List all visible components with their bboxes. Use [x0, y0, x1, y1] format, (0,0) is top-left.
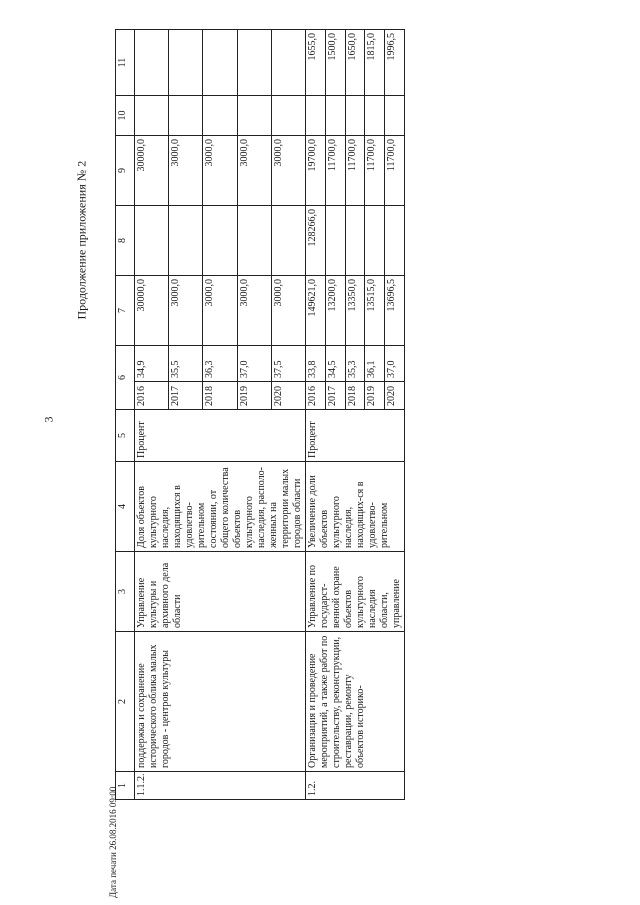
other-value	[203, 30, 237, 96]
header-cell: 11	[116, 30, 135, 96]
federal-value	[345, 206, 365, 276]
total-value: 3000,0	[237, 276, 271, 346]
indicator-value: 36,1	[365, 346, 385, 382]
federal-value	[135, 206, 169, 276]
table-row	[306, 30, 326, 800]
indicator-value: 34,5	[325, 346, 345, 382]
program-table	[115, 30, 585, 800]
page-number: 3	[41, 416, 56, 423]
indicator-value: 36,3	[203, 346, 237, 382]
local-value	[203, 96, 237, 136]
year: 2016	[135, 382, 169, 410]
total-value: 13515,0	[365, 276, 385, 346]
other-value	[237, 30, 271, 96]
header-cell: 7	[116, 276, 135, 346]
header-cell: 9	[116, 136, 135, 206]
federal-value	[385, 206, 405, 276]
total-value: 30000,0	[135, 276, 169, 346]
year: 2020	[385, 382, 405, 410]
regional-value: 11700,0	[365, 136, 385, 206]
regional-value: 3000,0	[237, 136, 271, 206]
total-value: 13696,5	[385, 276, 405, 346]
indicator-value: 34,9	[135, 346, 169, 382]
total-value: 3000,0	[203, 276, 237, 346]
year: 2019	[237, 382, 271, 410]
header-cell: 8	[116, 206, 135, 276]
table-header-row	[116, 30, 135, 800]
local-value	[169, 96, 203, 136]
year: 2017	[169, 382, 203, 410]
header-cell: 4	[116, 462, 135, 552]
federal-value: 128266,0	[306, 206, 326, 276]
total-value: 13350,0	[345, 276, 365, 346]
header-cell: 2	[116, 632, 135, 772]
local-value	[345, 96, 365, 136]
total-value: 149621,0	[306, 276, 326, 346]
unit: Процент	[135, 410, 306, 462]
other-value: 1655,0	[306, 30, 326, 96]
other-value	[169, 30, 203, 96]
header-cell: 6	[116, 346, 135, 410]
total-value: 3000,0	[271, 276, 305, 346]
regional-value: 30000,0	[135, 136, 169, 206]
indicator: Увеличение доли объектов культурного наследия, находящих-ся в удовлетво-рительном	[306, 462, 405, 552]
year: 2017	[325, 382, 345, 410]
local-value	[325, 96, 345, 136]
indicator: Доля объектов культурного наследия, находящихся в удовлетво-рительном состоянии, от общего количества объектов культурного наследия, располо-женных на территории малых городов области	[135, 462, 306, 552]
other-value: 1996,5	[385, 30, 405, 96]
federal-value	[325, 206, 345, 276]
regional-value: 3000,0	[169, 136, 203, 206]
executor: Управление по государст-венной охране объектов культурного наследия области, управление	[306, 552, 405, 632]
unit: Процент	[306, 410, 405, 462]
total-value: 13200,0	[325, 276, 345, 346]
federal-value	[271, 206, 305, 276]
year: 2018	[203, 382, 237, 410]
other-value	[271, 30, 305, 96]
indicator-value: 37,0	[385, 346, 405, 382]
event-name: поддержка и сохранение исторического облика малых городов - центров культуры	[135, 632, 306, 772]
regional-value: 11700,0	[345, 136, 365, 206]
regional-value: 3000,0	[203, 136, 237, 206]
other-value: 1500,0	[325, 30, 345, 96]
federal-value	[365, 206, 385, 276]
year: 2018	[345, 382, 365, 410]
indicator-value: 33,8	[306, 346, 326, 382]
indicator-value: 35,3	[345, 346, 365, 382]
header-cell: 3	[116, 552, 135, 632]
regional-value: 11700,0	[325, 136, 345, 206]
year: 2019	[365, 382, 385, 410]
appendix-title: Продолжение приложения № 2	[74, 160, 89, 320]
other-value	[135, 30, 169, 96]
regional-value: 19700,0	[306, 136, 326, 206]
federal-value	[237, 206, 271, 276]
indicator-value: 35,5	[169, 346, 203, 382]
year: 2020	[271, 382, 305, 410]
local-value	[385, 96, 405, 136]
table-row	[135, 30, 169, 800]
local-value	[135, 96, 169, 136]
header-cell: 5	[116, 410, 135, 462]
local-value	[306, 96, 326, 136]
local-value	[271, 96, 305, 136]
row-number: 1.2.	[306, 772, 405, 800]
other-value: 1815,0	[365, 30, 385, 96]
print-date: Дата печати 26.08.2016 09:00	[108, 786, 118, 898]
executor: Управление культуры и архивного дела области	[135, 552, 306, 632]
header-cell: 10	[116, 96, 135, 136]
total-value: 3000,0	[169, 276, 203, 346]
row-number: 1.1.2.	[135, 772, 306, 800]
event-name: Организация и проведение мероприятий, а также работ по строительству, реконструкции, реставрации, ремонту объектов историко-	[306, 632, 405, 772]
federal-value	[203, 206, 237, 276]
header-cell: 1	[116, 772, 135, 800]
indicator-value: 37,0	[237, 346, 271, 382]
local-value	[237, 96, 271, 136]
regional-value: 11700,0	[385, 136, 405, 206]
federal-value	[169, 206, 203, 276]
local-value	[365, 96, 385, 136]
year: 2016	[306, 382, 326, 410]
regional-value: 3000,0	[271, 136, 305, 206]
other-value: 1650,0	[345, 30, 365, 96]
indicator-value: 37,5	[271, 346, 305, 382]
